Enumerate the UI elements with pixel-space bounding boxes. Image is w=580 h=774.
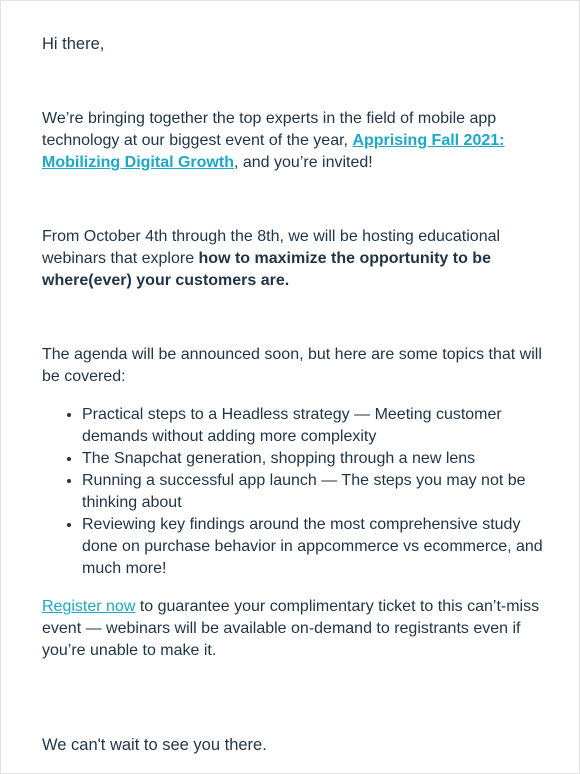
- event-link[interactable]: Apprising Fall 2021: Mobilizing Digital Growth: [42, 132, 505, 171]
- intro-paragraph: [42, 108, 552, 174]
- closing: We can't wait to see you there.: [42, 736, 267, 754]
- schedule-emphasis: how to maximize the opportunity to be where(ever) your customers are.: [42, 250, 491, 289]
- register-paragraph: [42, 596, 552, 662]
- intro-text-end: , and you’re invited!: [233, 154, 373, 171]
- topic-item: • The Snapchat generation, shopping through a new lens: [82, 448, 552, 470]
- schedule-text: From October 4th through the 8th, we will be hosting educational webinars that explore: [42, 228, 501, 267]
- topics-list: [42, 404, 552, 580]
- topic-item: • Practical steps to a Headless strategy — Meeting customer demands without adding more complexity: [82, 404, 552, 448]
- agenda-intro: The agenda will be announced soon, but here are some topics that will be covered:: [42, 346, 542, 385]
- greeting: Hi there,: [42, 35, 105, 53]
- topic-item: • Reviewing key findings around the most comprehensive study done on purchase behavior in appcommerce vs ecommerce, and much more!: [82, 514, 552, 580]
- register-text: to guarantee your complimentary ticket to this can’t-miss event — webinars will be available on-demand to registrants even if you’re unable to make it.: [42, 598, 540, 659]
- topic-item: • Running a successful app launch — The steps you may not be thinking about: [82, 470, 552, 514]
- register-link[interactable]: Register now: [42, 598, 136, 615]
- intro-text: We’re bringing together the top experts in the field of mobile app technology at our biggest event of the year,: [42, 110, 497, 149]
- schedule-paragraph: [42, 226, 552, 292]
